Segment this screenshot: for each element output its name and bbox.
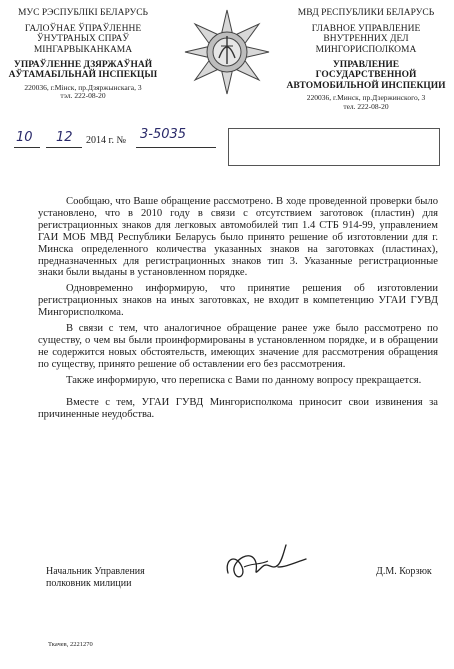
- phone: тэл. 222-08-20: [60, 91, 106, 101]
- paragraph: Вместе с тем, УГАИ ГУВД Мингорисполкома приносит свои извинения за причиненные неудобства.: [38, 396, 438, 420]
- letter-body: [38, 196, 438, 424]
- paragraph: Одновременно информирую, что принятие решения об изготовлении регистрационных знаков на иных заготовках, не входит в компетенцию УГАИ ГУВД Мингорисполкома.: [38, 283, 438, 319]
- address: 220036, г.Минск, пр.Дзержинского, 3: [306, 93, 426, 103]
- ministry-name: МУС РЭСПУБЛІКІ БЕЛАРУСЬ: [17, 8, 149, 18]
- handwritten-signature-icon: [222, 537, 312, 585]
- reference-line: [12, 127, 217, 149]
- police-emblem-icon: [181, 6, 273, 98]
- paragraph: В связи с тем, что аналогичное обращение ранее уже было рассмотрено по существу, о чем вы были проинформированы в установленном порядке, и в обращении не содержится новых обстоятельств, имеющих значение для рассмотрения обращения по существу, принято решение об оставлении его без рассмотрения.: [38, 323, 438, 370]
- inspection-name: АЎТАМАБІЛЬНАЙ ІНСПЕКЦЫІ: [8, 70, 158, 81]
- paragraph: Сообщаю, что Ваше обращение рассмотрено. В ходе проведенной проверки было установлено, что в 2010 году в связи с отсутствием заготовок (пластин) для регистрационных знаков для легковых автомобилей тип 1.4 СТБ 914-99, управлением ГАИ МОБ МВД Республики Беларусь было принято решение об изготовлении для г. Минска определенного количества указанных знаков на заготовках (пластинах), предназначенных для регистрационных знаков тип 3. Указанные регистрационные знаки были выданы в установленном порядке.: [38, 196, 438, 279]
- department-line: ГАЛОЎНАЕ ЎПРАЎЛЕННЕ: [24, 23, 142, 34]
- department-line: МИНГОРИСПОЛКОМА: [315, 44, 417, 55]
- reference-day: 10: [16, 130, 33, 145]
- reference-month: 12: [56, 130, 73, 145]
- signatory-name: Д.М. Корзюк: [376, 566, 432, 577]
- ministry-name: МВД РЕСПУБЛИКИ БЕЛАРУСЬ: [297, 8, 435, 18]
- department-line: ВНУТРЕННИХ ДЕЛ: [323, 34, 409, 45]
- signatory-rank: полковник милиции: [46, 578, 132, 589]
- inspection-name: УПРАВЛЕНИЕ ГОСУДАРСТВЕННОЙ: [315, 59, 417, 81]
- paragraph: Также информирую, что переписка с Вами по данному вопросу прекращается.: [66, 374, 422, 386]
- reference-number: 3-5035: [140, 127, 187, 142]
- letterhead-belarusian: [8, 8, 158, 101]
- signatory-position: Начальник Управления: [46, 566, 145, 577]
- executor-note: Ткачев, 2221270: [48, 641, 93, 648]
- signatory-title: [46, 566, 145, 590]
- address: 220036, г.Мінск, пр.Дзяржынскага, 3: [24, 82, 142, 92]
- department-line: МІНГАРВЫКАНКАМА: [33, 44, 133, 55]
- inspection-name: АВТОМОБИЛЬНОЙ ИНСПЕКЦИИ: [286, 80, 446, 91]
- phone: тел. 222-08-20: [343, 101, 389, 111]
- department-line: ЎНУТРАНЫХ СПРАЎ: [36, 34, 130, 45]
- department-line: ГЛАВНОЕ УПРАВЛЕНИЕ: [311, 23, 421, 34]
- addressee-box: [228, 128, 440, 166]
- reference-year: 2014 г. №: [86, 135, 127, 146]
- letterhead-russian: [282, 8, 450, 111]
- inspection-name: УПРАЎЛЕННЕ ДЗЯРЖАЎНАЙ: [13, 59, 153, 70]
